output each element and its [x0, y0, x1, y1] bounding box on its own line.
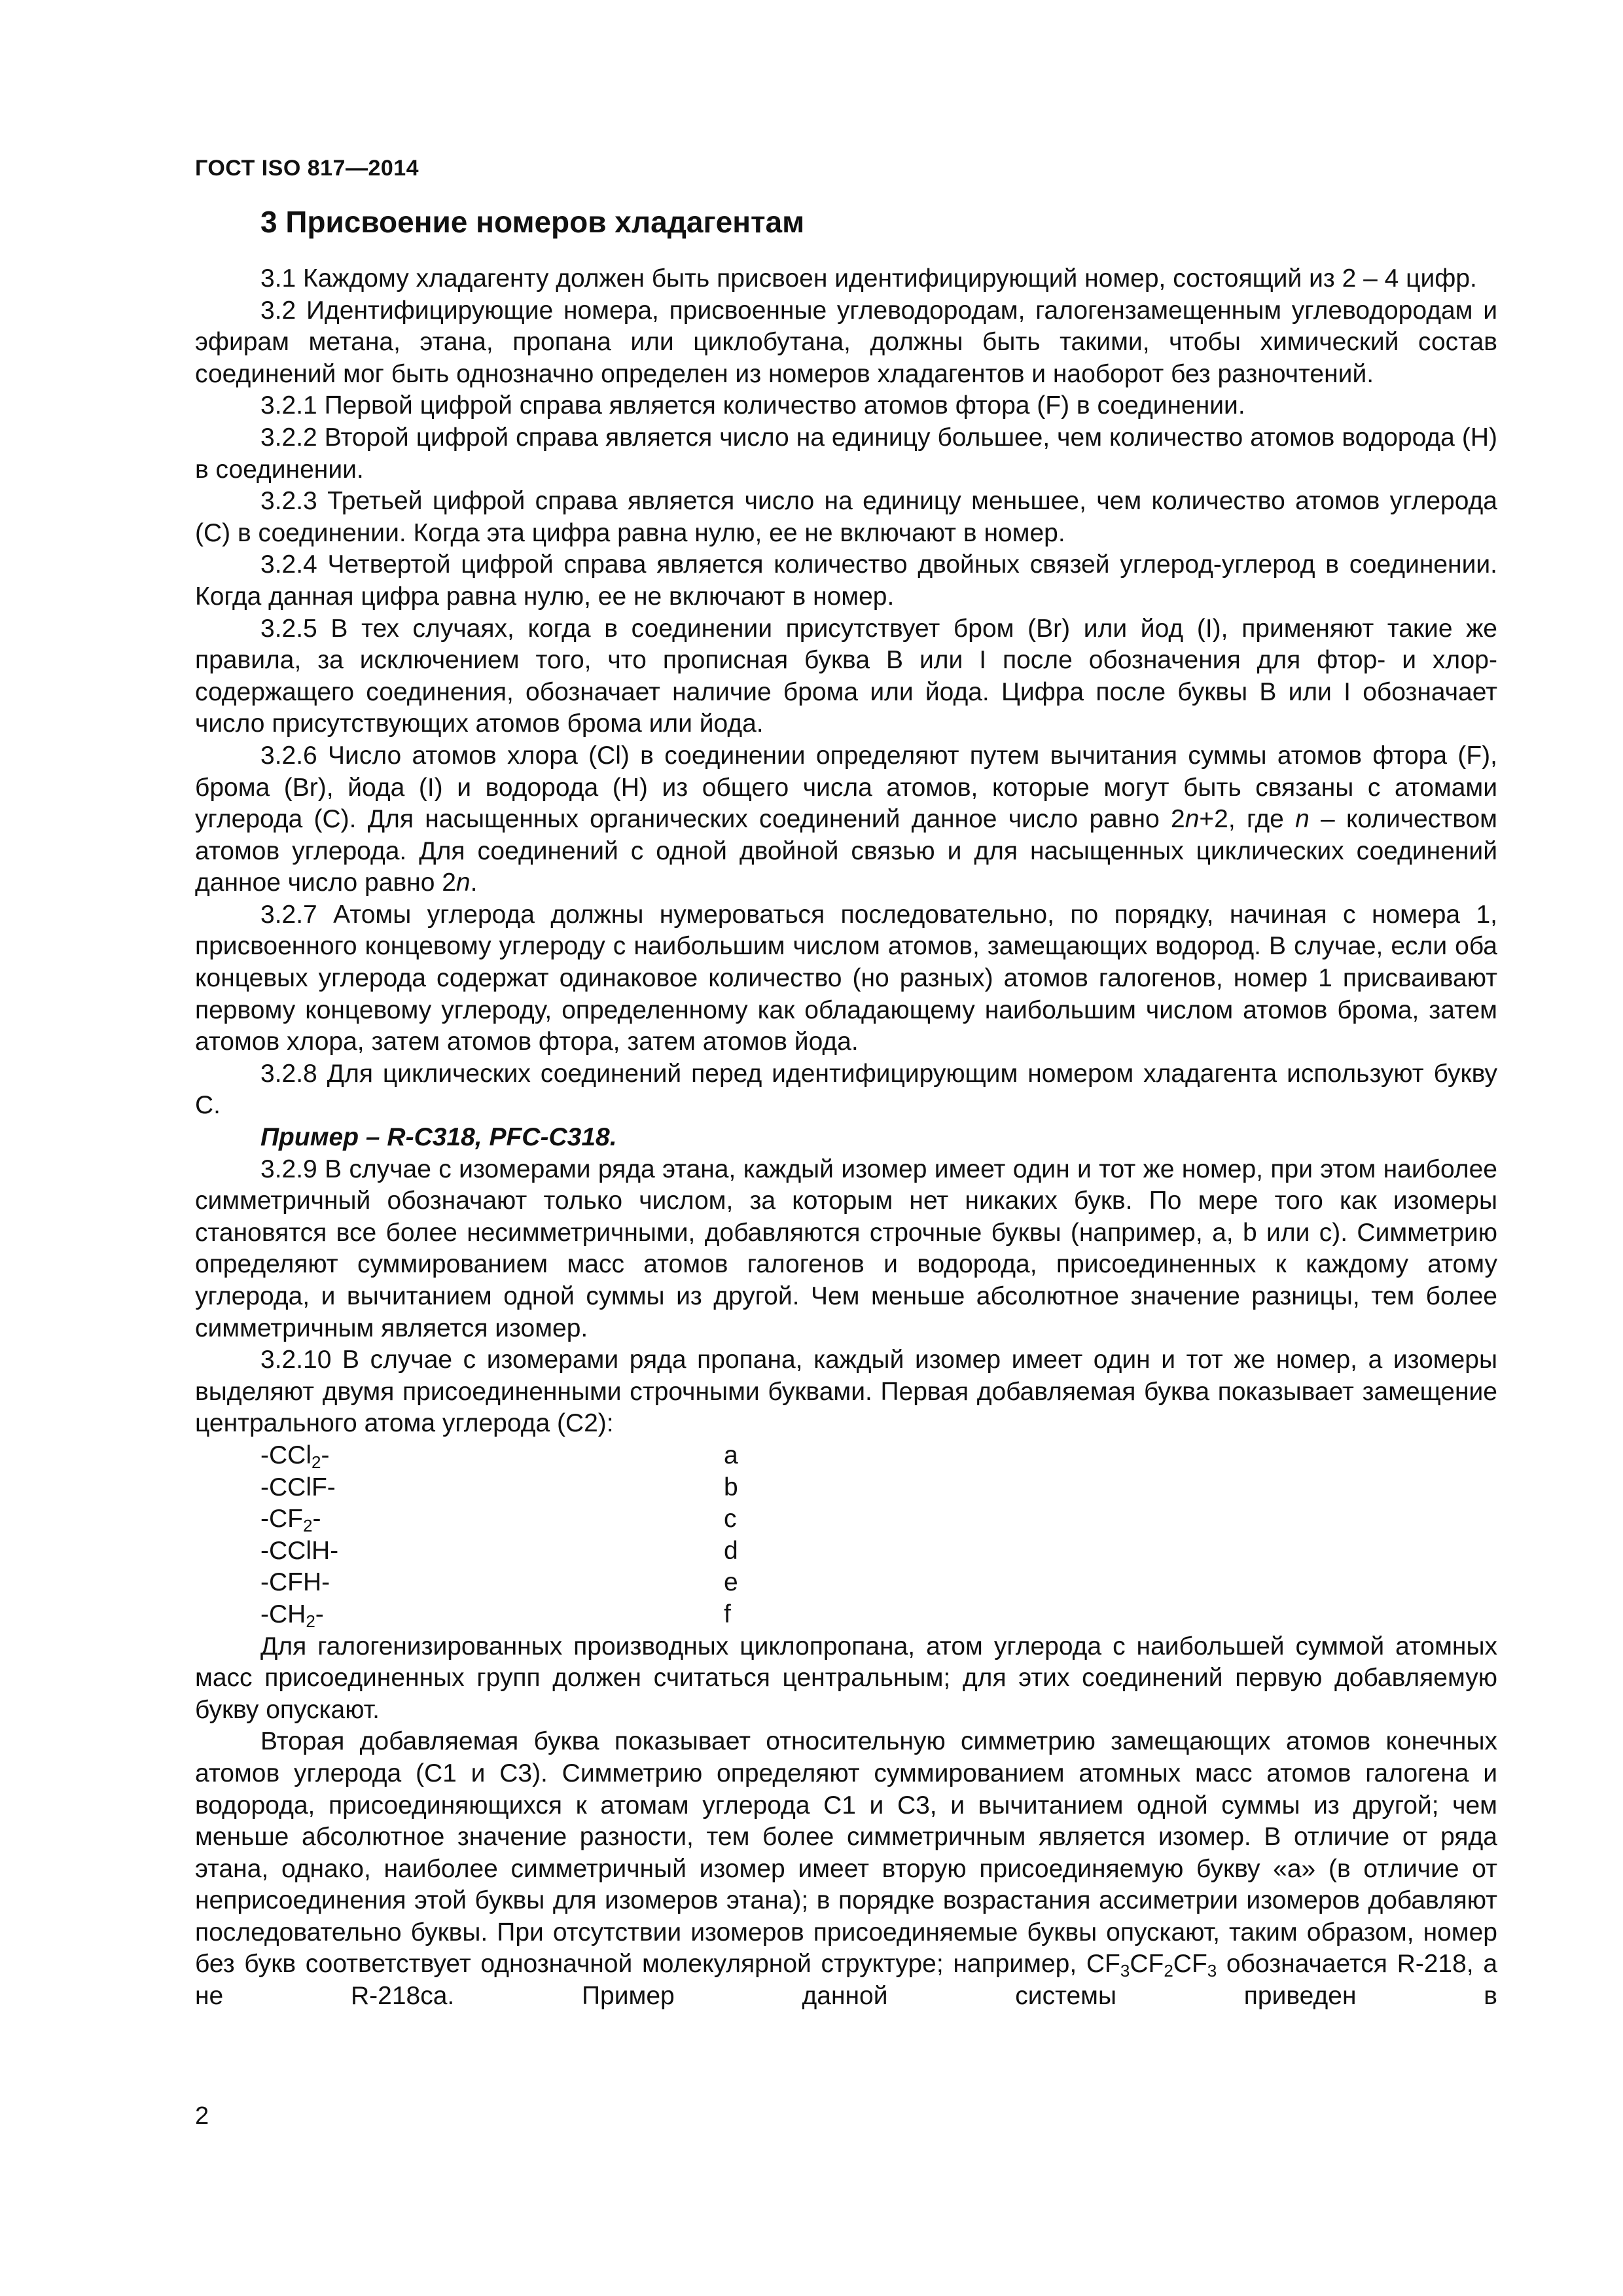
paragraph-3-2-5: 3.2.5 В тех случаях, когда в соединении присутствует бром (Br) или йод (I), применяют такие же правила, за исключением того, что прописная буква В или I после обозначения для фтор- и хлор-содержащего соединения, обозначает наличие брома или йода. Цифра после буквы В или I обозначает число присутствующих атомов брома или йода. [195, 614, 1497, 738]
formula-text: - [312, 1505, 321, 1534]
group-formula [195, 1535, 724, 1568]
formula-text: - [321, 1441, 330, 1469]
paragraph-3-2-1: 3.2.1 Первой цифрой справа является количество атомов фтора (F) в соединении. [260, 391, 1245, 420]
variable-n: n [455, 869, 471, 897]
formula-subscript: 2 [311, 1452, 321, 1472]
suffix-letter: b [724, 1473, 738, 1501]
group-formula [195, 1599, 724, 1631]
paragraph-second-letter [195, 1726, 1497, 2012]
paragraph-3-2-9: 3.2.9 В случае с изомерами ряда этана, каждый изомер имеет один и тот же номер, при этом наиболее симметричный обозначают только числом, за которым нет никаких букв. По мере того как изомеры становятся все более несимметричными, добавляются строчные буквы (например, a, b или c). Симметрию определяют суммированием масс атомов галогенов и водорода, присоединенных к каждому атому углерода, и вычитанием одной суммы из другой. Чем меньше абсолютное значение разницы, тем более симметричным является изомер. [195, 1155, 1497, 1342]
formula-text: -CClH- [260, 1536, 339, 1565]
suffix-letter: f [724, 1600, 731, 1628]
formula-subscript: 2 [306, 1611, 315, 1631]
formula-text: -CH [260, 1600, 306, 1628]
example-note: Пример – R-C318, PFC-C318. [260, 1123, 617, 1152]
group-formula [195, 1472, 724, 1504]
group-formula [195, 1567, 724, 1599]
paragraph-3-2-6 [195, 740, 1497, 899]
group-formula [195, 1440, 724, 1472]
formula-subscript: 3 [1120, 1961, 1130, 1981]
paragraph-3-2: 3.2 Идентифицирующие номера, присвоенные углеводородам, галогензамещенным углеводородам и эфирам метана, этана, пропана или циклобутана, должны быть такими, чтобы химический состав соединений мог быть однозначно определен из номеров хладагентов и наоборот без разночтений. [195, 296, 1497, 388]
group-formula [195, 1503, 724, 1535]
formula-text: - [315, 1600, 324, 1628]
document-header: ГОСТ ISO 817—2014 [195, 156, 419, 181]
table-row [195, 1472, 1497, 1504]
paragraph-3-2-7: 3.2.7 Атомы углерода должны нумероваться последовательно, по порядку, начиная с номера 1, присвоенного концевому углероду с наибольшим числом атомов, замещающих водород. В случае, если оба концевых углерода содержат одинаковое количество (но разных) атомов галогенов, номер 1 присваивают первому концевому углероду, определенному как обладающему наибольшим числом атомов брома, затем атомов хлора, затем атомов фтора, затем атомов йода. [195, 900, 1497, 1056]
paragraph-3-2-6-text-b: +2, где [1199, 805, 1296, 834]
formula-subscript: 3 [1207, 1961, 1217, 1981]
paragraph-3-2-6-text-c: – количеством атомов углерода. Для соединений с одной двойной связью и для насыщенных циклических соединений данное число равно 2 [195, 805, 1497, 897]
variable-n: n [1295, 805, 1310, 834]
formula-text: -CFH- [260, 1568, 330, 1597]
table-row [195, 1599, 1497, 1631]
paragraph-3-2-3: 3.2.3 Третьей цифрой справа является число на единицу меньшее, чем количество атомов углерода (C) в соединении. Когда эта цифра равна нулю, ее не включают в номер. [195, 487, 1497, 547]
paragraph-3-2-6-text-d: . [470, 869, 478, 897]
section-title: 3 Присвоение номеров хладагентам [260, 205, 805, 239]
paragraph-3-2-6-text-a: 3.2.6 Число атомов хлора (Cl) в соединении определяют путем вычитания суммы атомов фтора (F), брома (Br), йода (I) и водорода (H) из общего числа атомов, которые могут быть связаны с атомами углерода (C). Для насыщенных органических соединений данное число равно 2 [195, 741, 1497, 834]
formula-text: CF [1173, 1950, 1207, 1979]
document-body [195, 263, 1497, 2013]
table-row [195, 1567, 1497, 1599]
paragraph-second-letter-text: Вторая добавляемая буква показывает относительную симметрию замещающих атомов конечных атомов углерода (C1 и C3). Симметрию определяют суммированием атомных масс атомов галогена и водорода, присоединяющихся к атомам углерода C1 и C3, и вычитанием одной суммы из другой; чем меньше абсолютное значение разности, тем более симметричным является изомер. В отличие от ряда этана, однако, наиболее симметричный изомер имеет вторую присоединяемую букву «a» (в отличие от неприсоединения этой буквы для изомеров этана); в порядке возрастания ассиметрии изомеров добавляют последовательно буквы. При отсутствии изомеров присоединяемые буквы опускают, таким образом, номер без букв соответствует однозначной молекулярной структуре; например, CF [195, 1727, 1497, 1979]
table-row [195, 1535, 1497, 1568]
paragraph-cyclopropane: Для галогенизированных производных циклопропана, атом углерода с наибольшей суммой атомных масс присоединенных групп должен считаться центральным; для этих соединений первую добавляемую букву опускают. [195, 1632, 1497, 1724]
paragraph-3-2-10: 3.2.10 В случае с изомерами ряда пропана, каждый изомер имеет один и тот же номер, а изомеры выделяют двумя присоединенными строчными буквами. Первая добавляемая буква показывает замещение центрального атома углерода (C2): [195, 1346, 1497, 1438]
formula-text: -CClF- [260, 1473, 336, 1501]
formula-text: -CF [260, 1505, 303, 1534]
paragraph-3-2-4: 3.2.4 Четвертой цифрой справа является количество двойных связей углерод-углерод в соединении. Когда данная цифра равна нулю, ее не включают в номер. [195, 550, 1497, 611]
paragraph-second-letter-tail: обозначается R-218, а не R-218ca. Пример данной системы приведен в [195, 1950, 1498, 2011]
formula-subscript: 2 [1164, 1961, 1173, 1981]
substitution-table [195, 1440, 1497, 1631]
formula-subscript: 2 [302, 1516, 313, 1536]
paragraph-3-2-2: 3.2.2 Второй цифрой справа является число на единицу большее, чем количество атомов водорода (H) в соединении. [195, 423, 1497, 484]
formula-text: -CCl [260, 1441, 312, 1469]
suffix-letter: e [724, 1568, 738, 1597]
variable-n: n [1185, 805, 1200, 834]
formula-text: CF [1130, 1950, 1164, 1979]
suffix-letter: d [724, 1536, 738, 1565]
paragraph-3-1: 3.1 Каждому хладагенту должен быть присвоен идентифицирующий номер, состоящий из 2 – 4 цифр. [260, 264, 1477, 293]
table-row [195, 1440, 1497, 1472]
suffix-letter: c [724, 1505, 737, 1534]
page-number: 2 [195, 2102, 209, 2130]
table-row [195, 1503, 1497, 1535]
suffix-letter: a [724, 1441, 738, 1469]
paragraph-3-2-8: 3.2.8 Для циклических соединений перед идентифицирующим номером хладагента используют букву C. [195, 1059, 1497, 1120]
